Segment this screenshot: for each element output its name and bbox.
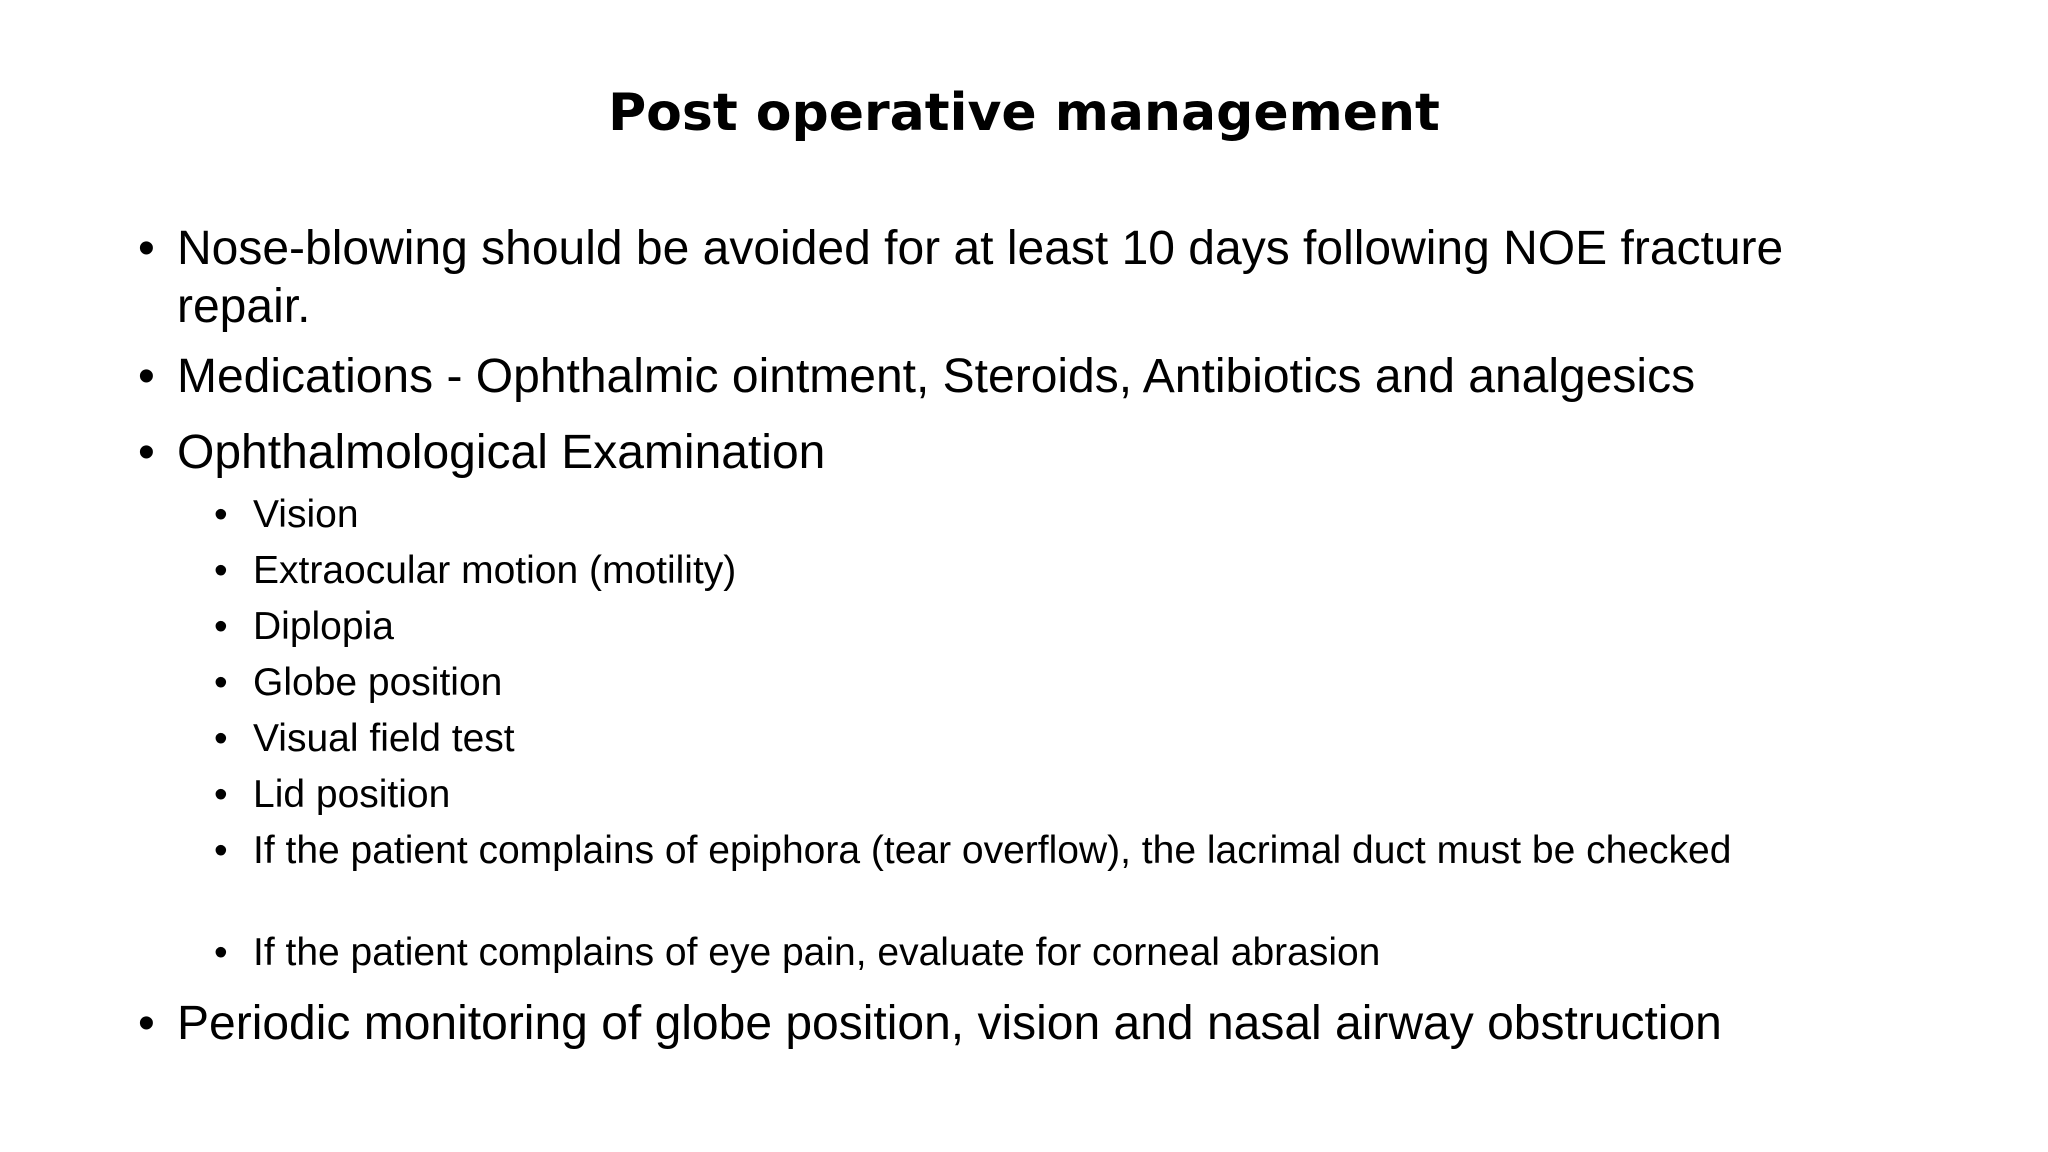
bullet-icon: • [214,605,228,648]
bullet-icon: • [214,931,228,974]
bullet-icon: • [214,829,228,872]
sub-list-item-text: If the patient complains of epiphora (tear overflow), the lacrimal duct must be checked [253,829,1732,872]
bullet-icon: • [138,222,155,275]
sub-list-item-text: Globe position [253,661,503,704]
sub-list-item-text: Lid position [253,773,451,816]
sub-list-item-text: Extraocular motion (motility) [253,549,737,592]
list-item-text: Ophthalmological Examination [177,426,826,479]
list-item-text: Nose-blowing should be avoided for at least 10 days following NOE fracture repair. [177,222,1784,333]
list-item-text: Medications - Ophthalmic ointment, Steroids, Antibiotics and analgesics [177,350,1696,403]
sub-list-item-text: Vision [253,493,359,536]
sub-list-item-text: Diplopia [253,605,394,648]
bullet-icon: • [138,997,155,1050]
bullet-icon: • [214,549,228,592]
bullet-icon: • [214,493,228,536]
sub-list-item-text: If the patient complains of eye pain, evaluate for corneal abrasion [253,931,1381,974]
list-item-text: Periodic monitoring of globe position, vision and nasal airway obstruction [177,997,1722,1050]
bullet-icon: • [214,717,228,760]
bullet-icon: • [214,661,228,704]
slide-title: Post operative management [608,83,1440,143]
bullet-icon: • [138,426,155,479]
bullet-icon: • [214,773,228,816]
bullet-icon: • [138,350,155,403]
sub-list-item-text: Visual field test [253,717,515,760]
